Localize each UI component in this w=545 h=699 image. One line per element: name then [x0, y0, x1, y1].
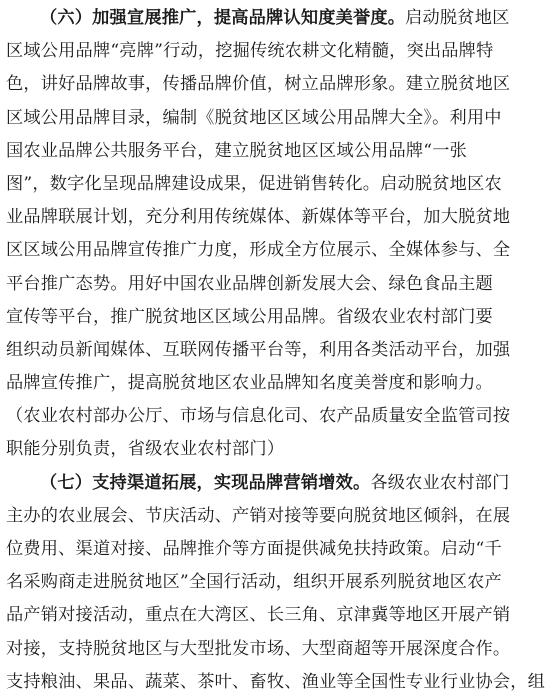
paragraph-line: 宣传等平台，推广脱贫地区区域公用品牌。省级农业农村部门要 — [6, 306, 493, 327]
document-page — [6, 2, 545, 699]
paragraph-line: 品产销对接活动，重点在大湾区、长三角、京津冀等地区开展产销 — [6, 605, 511, 626]
paragraph-line: 组织动员新闻媒体、互联网传播平台等，利用各类活动平台，加强 — [6, 339, 511, 360]
paragraph-line: 区域公用品牌“亮牌”行动，挖掘传统农耕文化精髓，突出品牌特 — [6, 41, 494, 62]
paragraph-line: 主办的农业展会、节庆活动、产销对接等要向脱贫地区倾斜，在展 — [6, 505, 511, 526]
section-heading-line — [6, 2, 510, 35]
paragraph-line: 职能分别负责，省级农业农村部门） — [6, 439, 285, 460]
section-heading: （六）加强宣展推广，提高品牌认知度美誉度。 — [40, 8, 406, 28]
paragraph-line: 名采购商走进脱贫地区”全国行活动，组织开展系列脱贫地区农产 — [6, 572, 502, 593]
paragraph-line: 色，讲好品牌故事，传播品牌价值，树立品牌形象。建立脱贫地区 — [6, 74, 511, 95]
text-run: 启动脱贫地区 — [405, 8, 510, 28]
paragraph-line: 支持粮油、果品、蔬菜、茶叶、畜牧、渔业等全国性专业行业协会，组 — [6, 671, 545, 692]
paragraph-line: 区区域公用品牌宣传推广力度，形成全方位展示、全媒体参与、全 — [6, 240, 511, 261]
paragraph-line: 国农业品牌公共服务平台，建立脱贫地区区域公用品牌“一张 — [6, 140, 468, 161]
paragraph-line: 对接，支持脱贫地区与大型批发市场、大型商超等开展深度合作。 — [6, 638, 511, 659]
section-heading-line — [6, 467, 510, 500]
text-run: 各级农业农村部门 — [370, 472, 510, 493]
paragraph-line: 位费用、渠道对接、品牌推介等方面提供减免扶持政策。启动“千 — [6, 539, 502, 559]
paragraph-line: 图”，数字化呈现品牌建设成果，促进销售转化。启动脱贫地区农 — [6, 173, 502, 194]
section-heading: （七）支持渠道拓展，实现品牌营销增效。 — [40, 472, 371, 493]
paragraph-line: （农业农村部办公厅、市场与信息化司、农产品质量安全监管司按 — [6, 406, 511, 427]
paragraph-line: 品牌宣传推广，提高脱贫地区农业品牌知名度美誉度和影响力。 — [6, 373, 493, 394]
section-7 — [6, 467, 545, 699]
section-6 — [6, 2, 511, 467]
paragraph-line: 区域公用品牌目录，编制《脱贫地区区域公用品牌大全》。利用中 — [6, 107, 502, 128]
paragraph-line: 业品牌联展计划，充分利用传统媒体、新媒体等平台，加大脱贫地 — [6, 207, 511, 228]
paragraph-line: 平台推广态势。用好中国农业品牌创新发展大会、绿色食品主题 — [6, 273, 493, 294]
